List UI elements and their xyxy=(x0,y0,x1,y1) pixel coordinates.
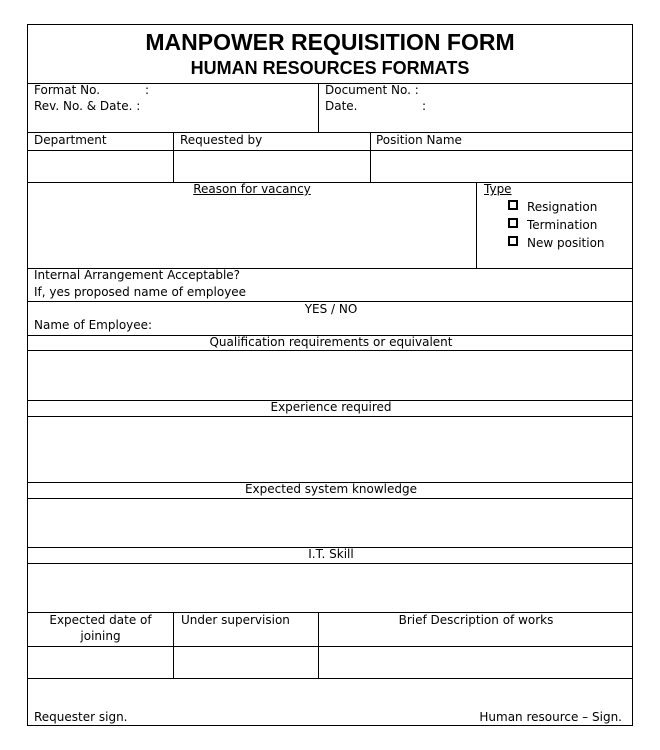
date-label: Date. xyxy=(325,99,358,113)
divider-bottom-col-1 xyxy=(173,612,174,678)
divider-bottom xyxy=(28,678,632,679)
divider-bottom-header xyxy=(28,646,632,647)
type-label: Type xyxy=(484,182,512,196)
divider-meta-vertical xyxy=(318,83,319,132)
internal-arrangement-question: Internal Arrangement Acceptable? xyxy=(34,268,241,282)
divider-col-1 xyxy=(173,132,174,182)
termination-option-label: Termination xyxy=(527,218,598,232)
qualification-header: Qualification requirements or equivalent xyxy=(209,335,453,349)
divider-meta xyxy=(28,132,632,133)
divider-type xyxy=(476,182,477,268)
employee-name-label: Name of Employee: xyxy=(34,318,153,332)
date-colon: : xyxy=(422,99,427,113)
position-name-header: Position Name xyxy=(376,133,462,147)
yes-no-option: YES / NO xyxy=(304,302,358,316)
divider-column-headers xyxy=(28,150,632,151)
reason-for-vacancy-label: Reason for vacancy xyxy=(193,182,311,196)
requested-by-header: Requested by xyxy=(180,133,263,147)
form-title: MANPOWER REQUISITION FORM xyxy=(145,29,515,55)
proposed-employee-label: If, yes proposed name of employee xyxy=(34,285,247,299)
form-subtitle: HUMAN RESOURCES FORMATS xyxy=(190,58,470,78)
expected-date-header-line1: Expected date of xyxy=(49,613,152,627)
format-no-colon: : xyxy=(145,83,150,97)
termination-checkbox[interactable] xyxy=(508,218,518,228)
resignation-option-label: Resignation xyxy=(527,200,598,214)
it-skill-header: I.T. Skill xyxy=(308,547,354,561)
brief-description-header: Brief Description of works xyxy=(398,613,554,627)
resignation-checkbox[interactable] xyxy=(508,200,518,210)
new-position-checkbox[interactable] xyxy=(508,236,518,246)
new-position-option-label: New position xyxy=(527,236,605,250)
manpower-requisition-form xyxy=(27,24,633,726)
requester-signature-label: Requester sign. xyxy=(34,710,128,724)
divider-qualification-header xyxy=(28,350,632,351)
document-no-label: Document No. : xyxy=(325,83,419,97)
divider-col-2 xyxy=(370,132,371,182)
divider-system-header xyxy=(28,498,632,499)
rev-no-label: Rev. No. & Date. : xyxy=(34,99,141,113)
format-no-label: Format No. xyxy=(34,83,101,97)
system-knowledge-header: Expected system knowledge xyxy=(244,482,418,496)
department-header: Department xyxy=(34,133,107,147)
under-supervision-header: Under supervision xyxy=(181,613,290,627)
divider-it-header xyxy=(28,563,632,564)
hr-signature-label: Human resource – Sign. xyxy=(479,710,622,724)
expected-date-header-line2: joining xyxy=(80,629,121,643)
divider-experience-header xyxy=(28,416,632,417)
experience-header: Experience required xyxy=(270,400,392,414)
